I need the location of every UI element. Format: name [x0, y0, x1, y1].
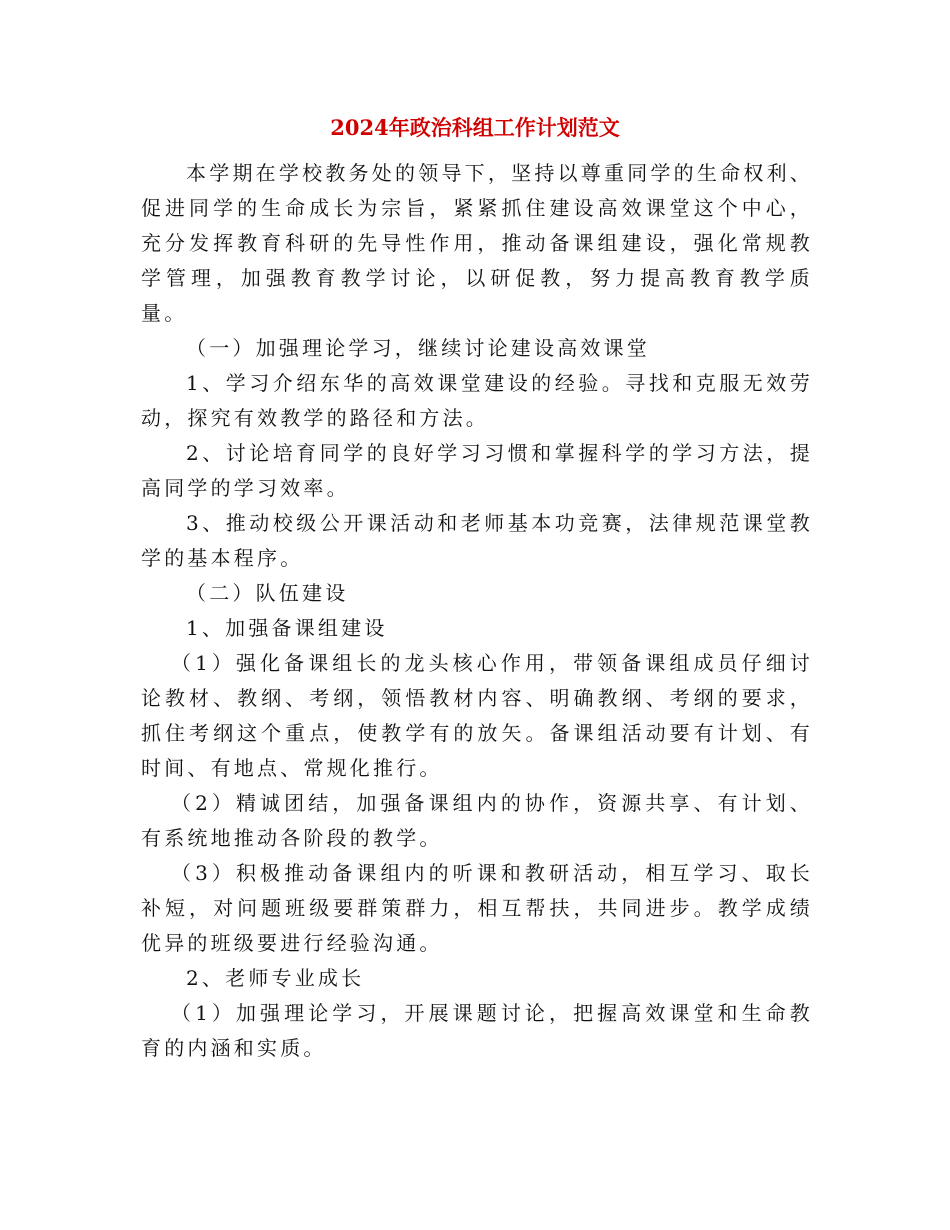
document-title: 2024年政治科组工作计划范文: [330, 115, 620, 140]
list-item: （3）积极推动备课组内的听课和教研活动，相互学习、取长补短，对问题班级要群策群力，相互帮扶，共同进步。教学成绩优异的班级要进行经验沟通。: [141, 861, 813, 955]
list-item: （1）加强理论学习，开展课题讨论，把握高效课堂和生命教育的内涵和实质。: [141, 1001, 813, 1060]
subsection-heading: 1、加强备课组建设: [186, 616, 388, 640]
list-item: 1、学习介绍东华的高效课堂建设的经验。寻找和克服无效劳动，探究有效教学的路径和方法。: [141, 371, 813, 430]
section-heading-2: （二）队伍建设: [186, 581, 349, 605]
paragraph-intro: 本学期在学校教务处的领导下，坚持以尊重同学的生命权利、促进同学的生命成长为宗旨，紧紧抓住建设高效课堂这个中心，充分发挥教育科研的先导性作用，推动备课组建设，强化常规教学管理，加强教育教学讨论，以研促教，努力提高教育教学质量。: [141, 161, 813, 325]
list-item: 2、讨论培育同学的良好学习习惯和掌握科学的学习方法，提高同学的学习效率。: [141, 441, 813, 500]
list-item: （1）强化备课组长的龙头核心作用，带领备课组成员仔细讨论教材、教纲、考纲，领悟教材内容、明确教纲、考纲的要求，抓住考纲这个重点，使教学有的放矢。备课组活动要有计划、有时间、有地点、常规化推行。: [141, 651, 813, 780]
list-item: （2）精诚团结，加强备课组内的协作，资源共享、有计划、有系统地推动各阶段的教学。: [141, 791, 813, 850]
list-item: 3、推动校级公开课活动和老师基本功竞赛，法律规范课堂教学的基本程序。: [141, 511, 813, 570]
document-body: [141, 156, 813, 1066]
section-heading-1: （一）加强理论学习，继续讨论建设高效课堂: [186, 336, 650, 360]
subsection-heading: 2、老师专业成长: [186, 966, 365, 990]
